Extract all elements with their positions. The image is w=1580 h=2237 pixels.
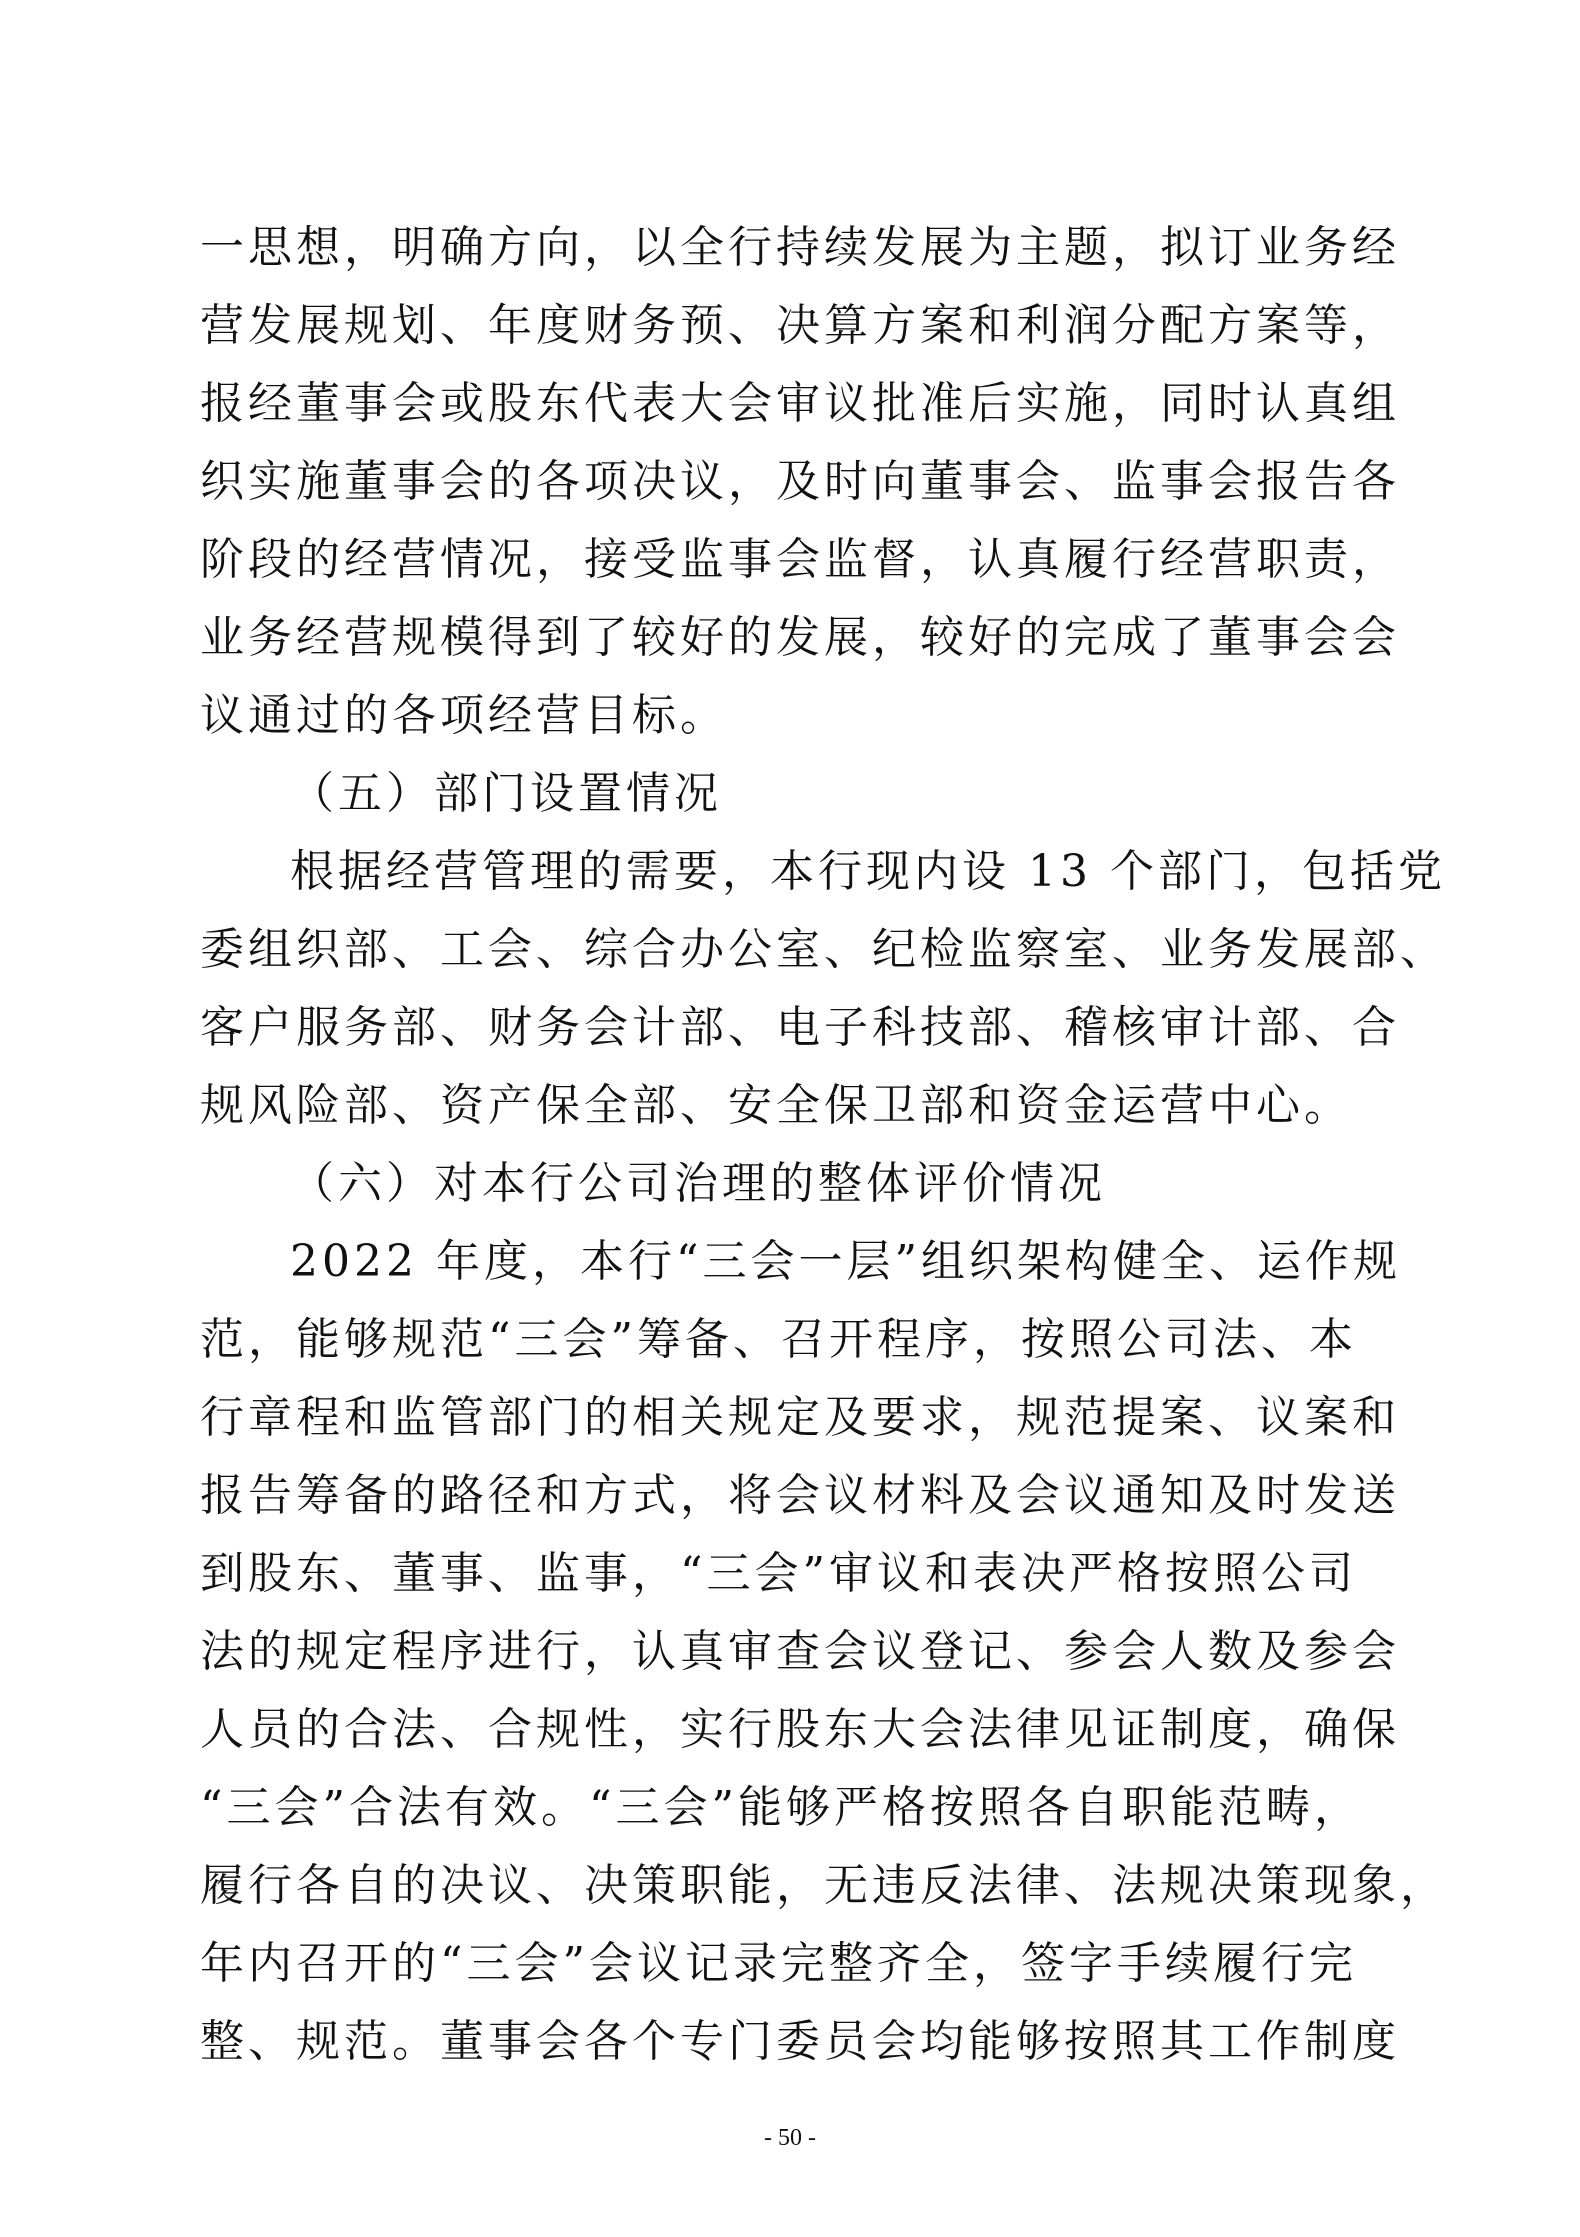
- text-line: 委组织部、工会、综合办公室、纪检监察室、业务发展部、: [200, 924, 1448, 975]
- text-line: 2022 年度，本行“三会一层”组织架构健全、运作规: [290, 1236, 1401, 1287]
- text-line: 范，能够规范“三会”筹备、召开程序，按照公司法、本: [200, 1314, 1357, 1365]
- text-line: 根据经营管理的需要，本行现内设 13 个部门，包括党: [290, 846, 1446, 897]
- text-line: 报经董事会或股东代表大会审议批准后实施，同时认真组: [200, 378, 1400, 429]
- text-line: 报告筹备的路径和方式，将会议材料及会议通知及时发送: [200, 1470, 1400, 1521]
- section-heading: （六）对本行公司治理的整体评价情况: [290, 1158, 1106, 1209]
- text-line: 业务经营规模得到了较好的发展，较好的完成了董事会会: [200, 612, 1400, 663]
- text-line: 客户服务部、财务会计部、电子科技部、稽核审计部、合: [200, 1002, 1400, 1053]
- page-number: - 50 -: [764, 2125, 816, 2151]
- section-heading: （五）部门设置情况: [290, 768, 722, 819]
- text-line: 履行各自的决议、决策职能，无违反法律、法规决策现象，: [200, 1860, 1448, 1911]
- text-line: 规风险部、资产保全部、安全保卫部和资金运营中心。: [200, 1080, 1352, 1131]
- text-line: 人员的合法、合规性，实行股东大会法律见证制度，确保: [200, 1704, 1400, 1755]
- text-line: 到股东、董事、监事，“三会”审议和表决严格按照公司: [200, 1548, 1357, 1599]
- text-line: 营发展规划、年度财务预、决算方案和利润分配方案等，: [200, 300, 1400, 351]
- text-line: 法的规定程序进行，认真审查会议登记、参会人数及参会: [200, 1626, 1400, 1677]
- text-line: 年内召开的“三会”会议记录完整齐全，签字手续履行完: [200, 1938, 1357, 1989]
- text-line: 阶段的经营情况，接受监事会监督，认真履行经营职责，: [200, 534, 1400, 585]
- text-line: 一思想，明确方向，以全行持续发展为主题，拟订业务经: [200, 222, 1400, 273]
- text-line: 整、规范。董事会各个专门委员会均能够按照其工作制度: [200, 2016, 1400, 2067]
- text-line: 行章程和监管部门的相关规定及要求，规范提案、议案和: [200, 1392, 1400, 1443]
- text-line: 议通过的各项经营目标。: [200, 690, 728, 741]
- text-line: “三会”合法有效。“三会”能够严格按照各自职能范畴，: [200, 1782, 1362, 1833]
- text-line: 织实施董事会的各项决议，及时向董事会、监事会报告各: [200, 456, 1400, 507]
